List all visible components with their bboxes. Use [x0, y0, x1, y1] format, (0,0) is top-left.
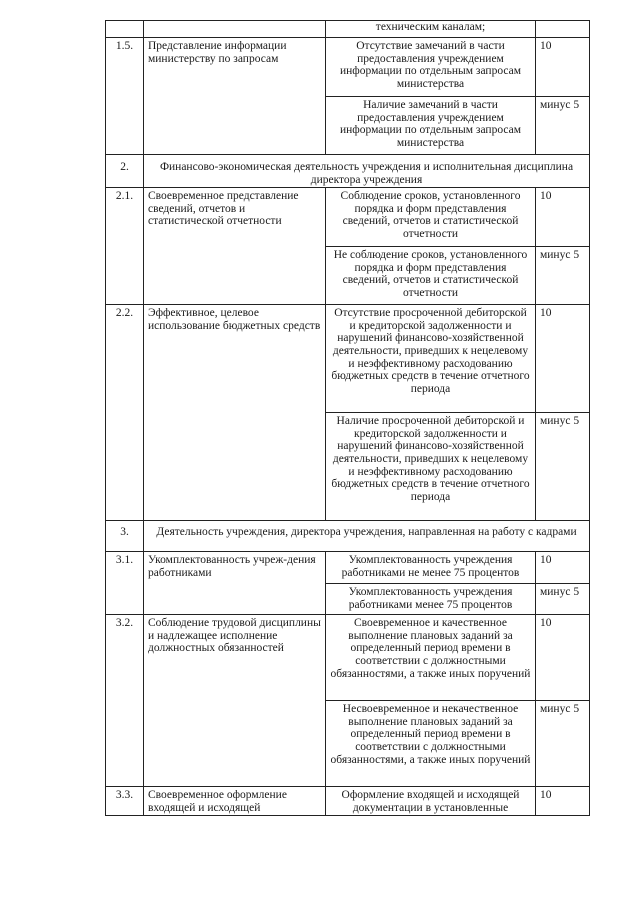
score-cell: 10	[536, 787, 590, 816]
condition-cell: Своевременное и качественное выполнение плановых заданий за определенный период времени в соответствии с должностными обязанностями, а также иных поручений	[326, 615, 536, 701]
score-cell: минус 5	[536, 97, 590, 155]
condition-cell: Укомплектованность учреждения работниками не менее 75 процентов	[326, 552, 536, 584]
condition-cell: техническим каналам;	[326, 21, 536, 38]
score-cell	[536, 21, 590, 38]
section-number: 3.	[106, 521, 144, 552]
condition-cell: Несвоевременное и некачественное выполнение плановых заданий за определенный период времени в соответствии с должностными обязанностями, а также иных поручений	[326, 701, 536, 787]
section-number: 2.	[106, 155, 144, 188]
section-title: Деятельность учреждения, директора учреждения, направленная на работу с кадрами	[144, 521, 590, 552]
section-title: Финансово-экономическая деятельность учреждения и исполнительная дисциплина директора учреждения	[144, 155, 590, 188]
table-row	[106, 552, 590, 584]
condition-cell: Наличие просроченной дебиторской и кредиторской задолженности и нарушений финансово-хозяйственной деятельности, приведших к нецелевому и неэффективному расходованию бюджетных средств в течение отчетного периода	[326, 413, 536, 521]
row-number: 3.3.	[106, 787, 144, 816]
criterion-name: Своевременное представление сведений, отчетов и статистической отчетности	[144, 188, 326, 305]
condition-cell: Не соблюдение сроков, установленного порядка и форм представления сведений, отчетов и статистической отчетности	[326, 247, 536, 305]
score-cell: минус 5	[536, 584, 590, 615]
row-number: 2.2.	[106, 305, 144, 521]
condition-cell: Отсутствие просроченной дебиторской и кредиторской задолженности и нарушений финансово-хозяйственной деятельности, приведших к нецелевому и неэффективному расходованию бюджетных средств в течение отчетного периода	[326, 305, 536, 413]
table-row	[106, 38, 590, 97]
row-number: 1.5.	[106, 38, 144, 155]
condition-cell: Наличие замечаний в части предоставления учреждением информации по отдельным запросам министерства	[326, 97, 536, 155]
score-cell: 10	[536, 38, 590, 97]
condition-cell: Соблюдение сроков, установленного порядка и форм представления сведений, отчетов и статистической отчетности	[326, 188, 536, 247]
table-row	[106, 188, 590, 247]
criterion-name: Эффективное, целевое использование бюджетных средств	[144, 305, 326, 521]
criterion-name: Своевременное оформление входящей и исходящей	[144, 787, 326, 816]
row-number: 3.1.	[106, 552, 144, 615]
row-number	[106, 21, 144, 38]
table-row	[106, 305, 590, 413]
row-number: 3.2.	[106, 615, 144, 787]
table-row	[106, 21, 590, 38]
table-row	[106, 615, 590, 701]
score-cell: 10	[536, 305, 590, 413]
condition-cell: Укомплектованность учреждения работниками менее 75 процентов	[326, 584, 536, 615]
section-row	[106, 155, 590, 188]
condition-cell: Оформление входящей и исходящей документации в установленные	[326, 787, 536, 816]
criterion-name: Соблюдение трудовой дисциплины и надлежащее исполнение должностных обязанностей	[144, 615, 326, 787]
section-row	[106, 521, 590, 552]
condition-cell: Отсутствие замечаний в части предоставления учреждением информации по отдельным запросам министерства	[326, 38, 536, 97]
score-cell: минус 5	[536, 413, 590, 521]
score-cell: 10	[536, 552, 590, 584]
criterion-name	[144, 21, 326, 38]
row-number: 2.1.	[106, 188, 144, 305]
score-cell: минус 5	[536, 247, 590, 305]
criteria-table	[105, 20, 590, 816]
score-cell: минус 5	[536, 701, 590, 787]
criterion-name: Укомплектованность учреж-дения работниками	[144, 552, 326, 615]
table-row	[106, 787, 590, 816]
score-cell: 10	[536, 615, 590, 701]
criterion-name: Представление информации министерству по запросам	[144, 38, 326, 155]
score-cell: 10	[536, 188, 590, 247]
